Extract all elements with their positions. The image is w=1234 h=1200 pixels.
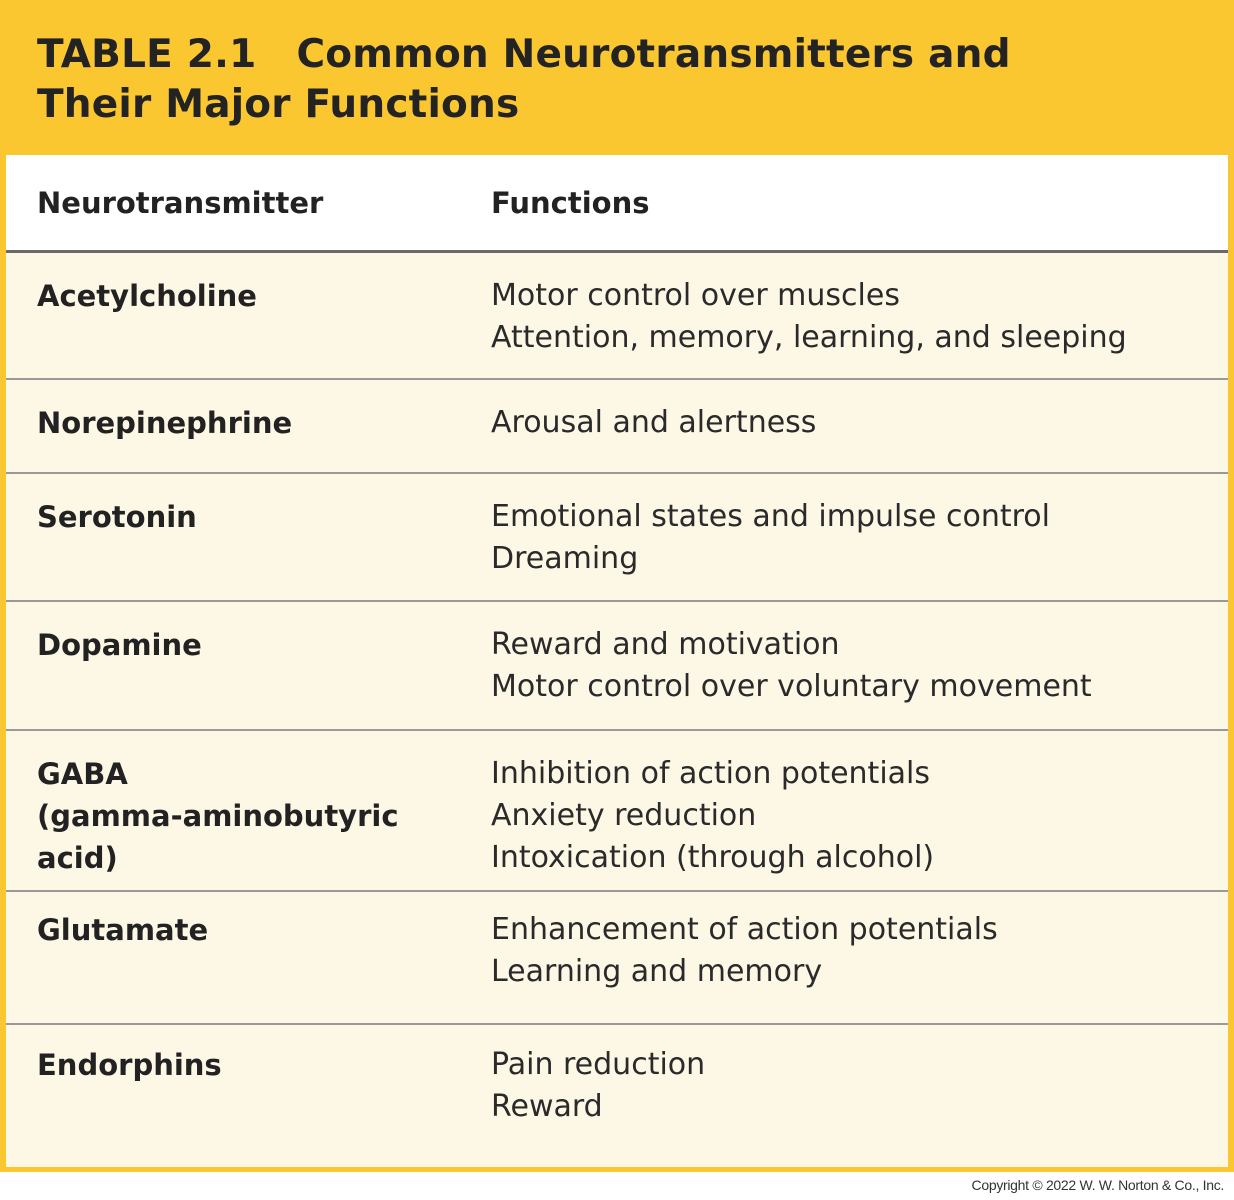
table-row xyxy=(6,602,1228,731)
function-item: Pain reduction xyxy=(491,1047,706,1082)
function-item: Motor control over voluntary movement xyxy=(491,669,1092,704)
title-line-1: Common Neurotransmitters and xyxy=(296,32,1011,77)
function-list xyxy=(491,402,1211,444)
name-line: Glutamate xyxy=(37,913,209,947)
function-item: Arousal and alertness xyxy=(491,405,817,440)
function-item: Reward xyxy=(491,1089,603,1124)
neurotransmitter-name xyxy=(37,753,457,879)
function-item: Emotional states and impulse control xyxy=(491,499,1050,534)
title-line-2: Their Major Functions xyxy=(37,82,520,127)
function-item: Anxiety reduction xyxy=(491,798,757,833)
neurotransmitter-name xyxy=(37,496,457,538)
function-item: Inhibition of action potentials xyxy=(491,756,930,791)
name-line: acid) xyxy=(37,841,118,875)
table-row xyxy=(6,1025,1228,1167)
name-line: Endorphins xyxy=(37,1048,222,1082)
function-list xyxy=(491,624,1211,708)
table-number: TABLE 2.1 xyxy=(37,32,257,77)
function-item: Attention, memory, learning, and sleeping xyxy=(491,320,1127,355)
name-line: Serotonin xyxy=(37,500,197,534)
table-header-row xyxy=(6,155,1228,253)
name-line: Dopamine xyxy=(37,628,202,662)
function-list xyxy=(491,753,1211,879)
neurotransmitter-name xyxy=(37,275,457,317)
table-title xyxy=(37,30,1187,130)
name-line: (gamma-aminobutyric xyxy=(37,799,399,833)
name-line: Norepinephrine xyxy=(37,406,293,440)
table-row xyxy=(6,380,1228,474)
column-header-functions: Functions xyxy=(491,186,650,220)
function-list xyxy=(491,1044,1211,1128)
function-item: Dreaming xyxy=(491,541,639,576)
function-list xyxy=(491,909,1211,993)
function-item: Reward and motivation xyxy=(491,627,840,662)
function-item: Enhancement of action potentials xyxy=(491,912,998,947)
neurotransmitter-name xyxy=(37,402,457,444)
function-item: Motor control over muscles xyxy=(491,278,900,313)
column-header-neurotransmitter: Neurotransmitter xyxy=(37,186,324,220)
neurotransmitter-name xyxy=(37,624,457,666)
copyright-notice: Copyright © 2022 W. W. Norton & Co., Inc. xyxy=(971,1177,1224,1193)
function-list xyxy=(491,496,1211,580)
function-item: Intoxication (through alcohol) xyxy=(491,840,935,875)
table-row xyxy=(6,253,1228,380)
name-line: Acetylcholine xyxy=(37,279,257,313)
table-row xyxy=(6,731,1228,892)
neurotransmitter-name xyxy=(37,909,457,951)
table-row xyxy=(6,892,1228,1025)
function-list xyxy=(491,275,1211,359)
table-row xyxy=(6,474,1228,602)
name-line: GABA xyxy=(37,757,128,791)
neurotransmitter-table xyxy=(6,155,1228,1167)
function-item: Learning and memory xyxy=(491,954,823,989)
neurotransmitter-name xyxy=(37,1044,457,1086)
